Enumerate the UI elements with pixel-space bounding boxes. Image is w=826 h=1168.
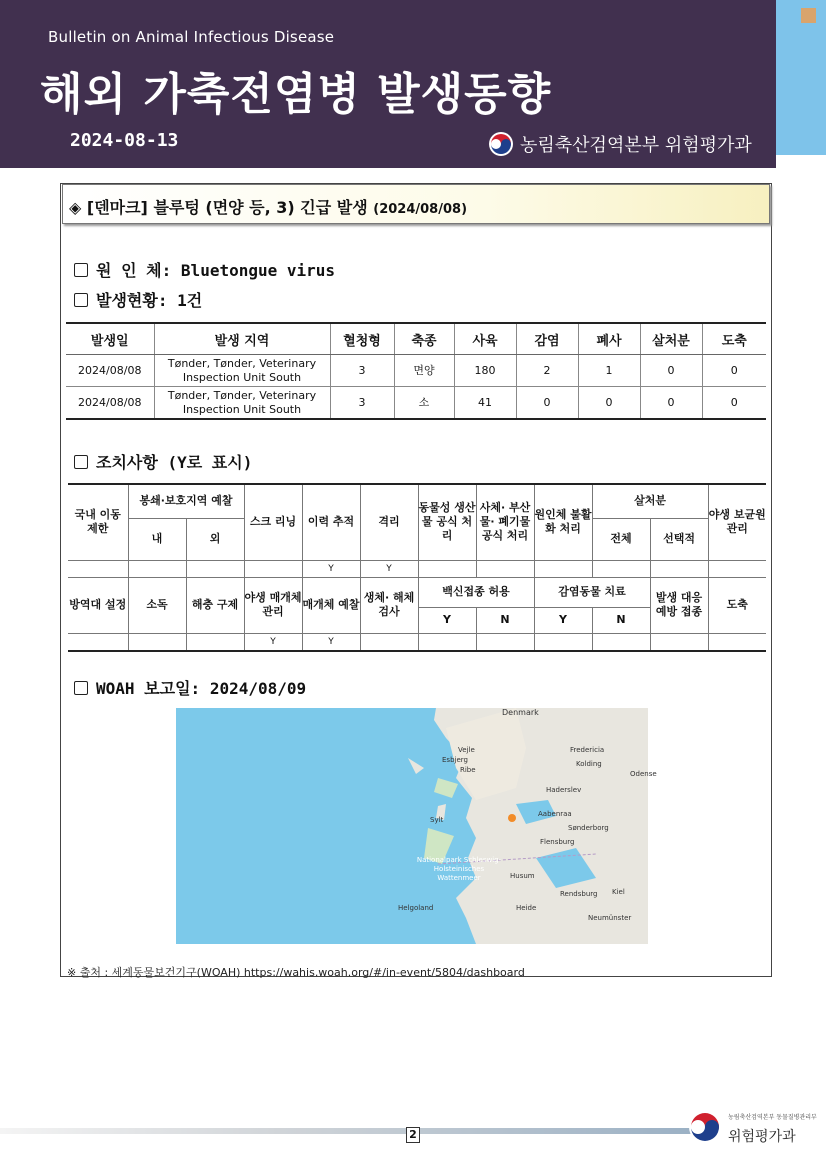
table-cell — [128, 633, 186, 651]
hdr-products: 동물성 생산물 공식 처리 — [418, 484, 476, 560]
hdr-zone-out: 외 — [186, 518, 244, 560]
hdr-y: Y — [534, 607, 592, 633]
measures-value-row-2 — [68, 633, 766, 651]
map-label: Fredericia — [570, 746, 605, 754]
table-cell — [186, 560, 244, 577]
hdr-n: N — [476, 607, 534, 633]
hdr-disinfection: 소독 — [128, 577, 186, 633]
table-cell: 2 — [516, 355, 578, 387]
map-label: Aabenraa — [538, 810, 572, 818]
table-cell — [244, 560, 302, 577]
pathogen-line — [74, 258, 335, 281]
page-title: 해외 가축전염병 발생동향 — [40, 69, 552, 120]
col-header: 살처분 — [640, 323, 702, 355]
hdr-vector-surv: 매개체 예찰 — [302, 577, 360, 633]
footer-org: 위험평가과 — [728, 1129, 796, 1145]
table-cell: 3 — [330, 387, 394, 420]
hdr-carcass: 사체· 부산물· 폐기물 공식 처리 — [476, 484, 534, 560]
map-label: Sønderborg — [568, 824, 609, 832]
table-cell: 0 — [640, 355, 702, 387]
bulletin-subtitle: Bulletin on Animal Infectious Disease — [48, 28, 335, 46]
table-cell: 1 — [578, 355, 640, 387]
table-cell — [418, 560, 476, 577]
measures-value-row — [68, 560, 766, 577]
footer-line — [0, 1128, 700, 1134]
table-cell — [708, 633, 766, 651]
map-park-label: Nationalpark Schleswig-Holsteinisches Wattenmeer — [416, 856, 502, 882]
table-cell — [592, 560, 650, 577]
article-title-bar — [62, 184, 770, 224]
map-label: Vejle — [458, 746, 475, 754]
hdr-zone: 봉쇄·보호지역 예찰 — [128, 484, 244, 518]
hdr-y: Y — [418, 607, 476, 633]
hdr-wild-vector: 야생 매개체 관리 — [244, 577, 302, 633]
hdr-domestic: 국내 이동 제한 — [68, 484, 128, 560]
checkbox-icon — [74, 263, 88, 277]
table-cell: Tønder, Tønder, Veterinary Inspection Unit South — [154, 355, 330, 387]
table-cell: Tønder, Tønder, Veterinary Inspection Unit South — [154, 387, 330, 420]
publish-date: 2024-08-13 — [70, 130, 179, 151]
map-label: Rendsburg — [560, 890, 598, 898]
table-cell — [534, 633, 592, 651]
article-title-date: (2024/08/08) — [373, 202, 468, 217]
col-header: 축종 — [394, 323, 454, 355]
col-header: 도축 — [702, 323, 766, 355]
table-cell: 소 — [394, 387, 454, 420]
source-note: ※ 출처 : 세계동물보건기구(WOAH) https://wahis.woah.org/#/in-event/5804/dashboard — [67, 966, 525, 979]
footer-org-small: 농림축산검역본부 동물질병관리부 — [728, 1114, 817, 1121]
col-header: 폐사 — [578, 323, 640, 355]
map-label: Neumünster — [588, 914, 632, 922]
outbreak-table — [66, 322, 766, 420]
status-value: 1건 — [177, 291, 203, 310]
hdr-n: N — [592, 607, 650, 633]
pathogen-label: 원 인 체: — [96, 261, 172, 280]
map-label: Denmark — [502, 708, 539, 717]
table-cell: Y — [244, 633, 302, 651]
hdr-slaughter: 도축 — [708, 577, 766, 633]
map-label: Heide — [516, 904, 537, 912]
table-cell: 면양 — [394, 355, 454, 387]
taegeuk-logo-icon — [688, 1110, 722, 1144]
hdr-prevent-vacc: 발생 대응 예방 접종 — [650, 577, 708, 633]
hdr-inactivation: 원인체 불활화 처리 — [534, 484, 592, 560]
map-label: Odense — [630, 770, 657, 778]
table-row — [66, 387, 766, 420]
hdr-pest: 해충 구제 — [186, 577, 244, 633]
table-cell — [418, 633, 476, 651]
table-cell: 180 — [454, 355, 516, 387]
woah-date: 2024/08/09 — [209, 679, 307, 698]
hdr-bio-test: 생체· 해체 검사 — [360, 577, 418, 633]
table-cell: 2024/08/08 — [66, 355, 154, 387]
map-label: Helgoland — [398, 904, 434, 912]
table-cell: 0 — [702, 387, 766, 420]
table-cell: 41 — [454, 387, 516, 420]
measures-header-row — [68, 484, 766, 518]
table-cell: 0 — [578, 387, 640, 420]
col-header: 사육 — [454, 323, 516, 355]
article-title-text: ◈ [덴마크] 블루텅 (면양 등, 3) 긴급 발생 — [69, 198, 368, 217]
map-label: Ribe — [460, 766, 476, 774]
col-header: 발생일 — [66, 323, 154, 355]
org-name: 농림축산검역본부 위험평가과 — [520, 135, 752, 156]
table-cell: 3 — [330, 355, 394, 387]
table-cell — [476, 560, 534, 577]
table-cell — [708, 560, 766, 577]
table-cell — [534, 560, 592, 577]
hdr-wildlife: 야생 보균원 관리 — [708, 484, 766, 560]
map-label: Haderslev — [546, 786, 582, 794]
article-title — [69, 195, 467, 218]
side-accent-bar — [776, 0, 826, 155]
map-label: Sylt — [430, 816, 444, 824]
measures-label: 조치사항 (Y로 표시) — [96, 453, 253, 472]
hdr-quarantine: 격리 — [360, 484, 418, 560]
table-cell — [186, 633, 244, 651]
table-cell: Y — [302, 633, 360, 651]
map-label: Kiel — [612, 888, 625, 896]
map-label: Husum — [510, 872, 535, 880]
table-cell: 2024/08/08 — [66, 387, 154, 420]
page-header — [0, 0, 776, 168]
map-label: Kolding — [576, 760, 602, 768]
table-header-row — [66, 323, 766, 355]
hdr-zone-in: 내 — [128, 518, 186, 560]
measures-header-row-2 — [68, 577, 766, 607]
table-row — [66, 355, 766, 387]
hdr-cull-select: 선택적 — [650, 518, 708, 560]
table-cell: 0 — [702, 355, 766, 387]
hdr-treatment: 감염동물 치료 — [534, 577, 650, 607]
hdr-culling: 살처분 — [592, 484, 708, 518]
table-cell: 0 — [516, 387, 578, 420]
checkbox-icon — [74, 293, 88, 307]
woah-label: WOAH 보고일: — [96, 679, 201, 698]
hdr-zoning: 방역대 설정 — [68, 577, 128, 633]
table-cell — [650, 633, 708, 651]
taegeuk-logo-icon — [488, 131, 514, 157]
table-cell: 0 — [640, 387, 702, 420]
page-number: 2 — [406, 1127, 420, 1143]
checkbox-icon — [74, 455, 88, 469]
map-label: Esbjerg — [442, 756, 468, 764]
table-cell: Y — [360, 560, 418, 577]
measures-heading — [74, 450, 252, 473]
table-cell — [68, 560, 128, 577]
table-cell: Y — [302, 560, 360, 577]
table-cell — [360, 633, 418, 651]
table-cell — [592, 633, 650, 651]
map-label: Flensburg — [540, 838, 575, 846]
woah-line — [74, 676, 306, 699]
table-cell — [68, 633, 128, 651]
status-line — [74, 288, 202, 311]
measures-table — [68, 483, 766, 652]
outbreak-map[interactable] — [176, 708, 657, 944]
table-cell — [650, 560, 708, 577]
hdr-tracing: 이력 추적 — [302, 484, 360, 560]
col-header: 혈청형 — [330, 323, 394, 355]
status-label: 발생현황: — [96, 291, 168, 310]
col-header: 발생 지역 — [154, 323, 330, 355]
hdr-screening: 스크 리닝 — [244, 484, 302, 560]
table-cell — [476, 633, 534, 651]
hdr-cull-all: 전체 — [592, 518, 650, 560]
col-header: 감염 — [516, 323, 578, 355]
side-accent-square — [801, 8, 816, 23]
pathogen-value: Bluetongue virus — [180, 261, 336, 280]
checkbox-icon — [74, 681, 88, 695]
table-cell — [128, 560, 186, 577]
hdr-vaccine: 백신접종 허용 — [418, 577, 534, 607]
